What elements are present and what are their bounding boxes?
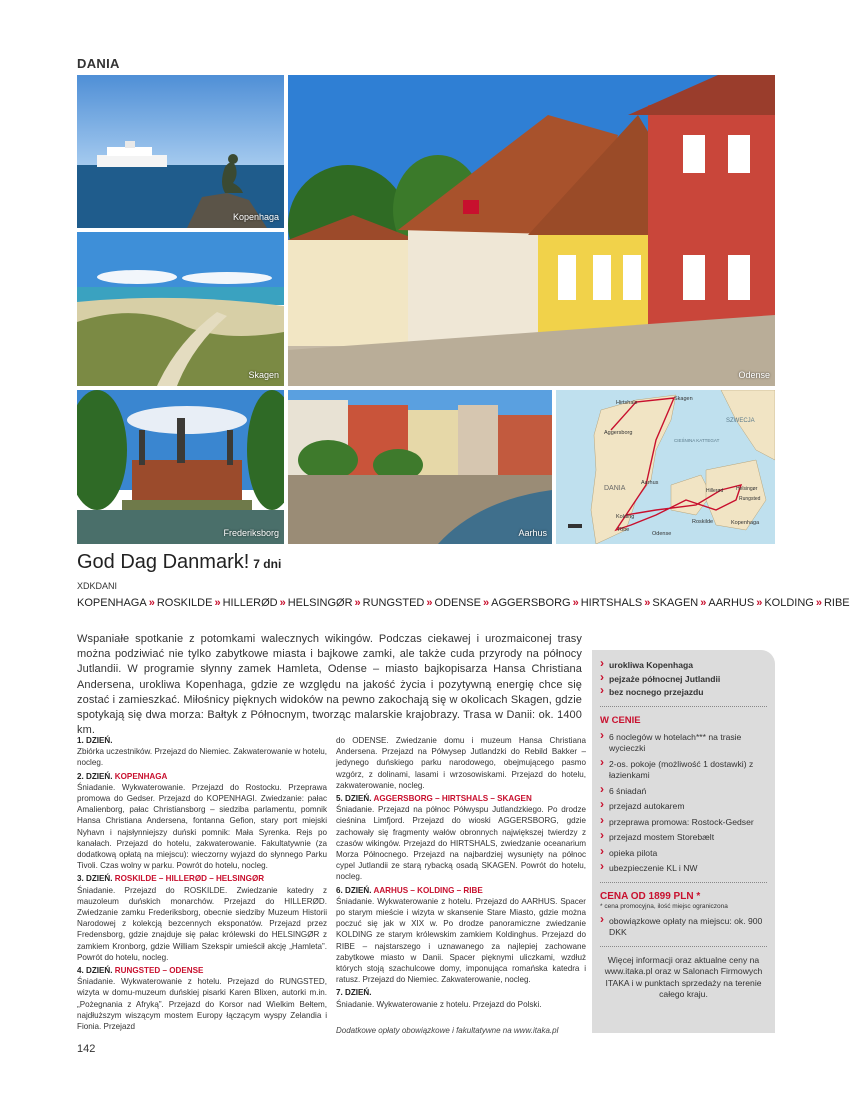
program-day	[77, 965, 327, 1032]
day-destination: ROSKILDE – HILLERØD – HELSINGØR	[114, 874, 265, 884]
photo-caption: Kopenhaga	[232, 212, 279, 222]
map-label: Odense	[652, 531, 672, 537]
trip-title-text: God Dag Danmark!	[77, 551, 250, 573]
country-header: DANIA	[77, 56, 120, 71]
more-info: Więcej informacji oraz aktualne ceny na www.itaka.pl oraz w Salonach Firmowych ITAKA i w punktach sprzedaży na terenie całego kraju.	[604, 954, 763, 999]
program-column-1	[77, 735, 327, 1034]
skagen-dunes-image	[77, 232, 284, 386]
included-heading: W CENIE	[600, 714, 641, 726]
route-separator: »	[815, 597, 822, 609]
route-stop: ODENSE	[434, 597, 481, 609]
route-stop: RUNGSTED	[362, 597, 425, 609]
route-stop: HIRTSHALS	[580, 597, 643, 609]
photo-kopenhaga	[77, 75, 284, 228]
route-stop: HILLERØD	[222, 597, 278, 609]
map-label: DANIA	[604, 485, 626, 492]
route-stop: ROSKILDE	[156, 597, 213, 609]
price: CENA OD 1899 PLN *	[600, 890, 701, 902]
route-stop: AARHUS	[708, 597, 755, 609]
map-label: SZWECJA	[726, 418, 755, 424]
photo-caption: Frederiksborg	[223, 528, 279, 538]
map-label: Rungsted	[739, 496, 761, 502]
day-description: Śniadanie. Wykwaterowanie. Przejazd do Rostocku. Przeprawa promowa do Gedser. Przejazd do KOPENHAGI. Zwiedzanie: pałac Amalienborg, pałac Christiansborg – siedziba parlamentu, pomnik Hansa Christiana Andersena, fontanna Gefion, stary port miejski Nyhavn i najsłynniejszy duński pomnik: Mała Syrenka. Rejs po kanałach. Przejazd do hotelu, zakwaterowanie. Fakultatywnie (za dodatkową opłatą na miejscu): wieczorny wyjazd do słynnego Parku Tivoli. Czas wolny w parku. Powrót do hotelu, nocleg.	[77, 782, 327, 871]
included-item: › 6 noclegów w hotelach*** na trasie wycieczki	[600, 732, 767, 755]
little-mermaid-image	[77, 75, 284, 228]
photo-frederiksborg	[77, 390, 284, 544]
day-description: Śniadanie. Przejazd do ROSKILDE. Zwiedzanie katedry z mauzoleum duńskich monarchów. Przejazd do HILLERØD. Zwiedzanie zamku Frederiksborg, obecnie siedziby Muzeum Historii Narodowej z kolekcją bezcennych eksponatów. Przejazd przez Fredensborg, gdzie znajduje się pałac królewski do HELSINGØR z zamkiem Kronborg, gdzie William Szekspir umieścił akcję „Hamleta”. Powrót do hotelu, nocleg.	[77, 885, 327, 962]
day-heading	[336, 885, 586, 896]
route-stop: KOPENHAGA	[77, 597, 147, 609]
page-number: 142	[77, 1043, 96, 1055]
route-separator: »	[148, 597, 155, 609]
program-day	[336, 987, 586, 1009]
day-number: 3. DZIEŃ.	[77, 874, 113, 884]
route-stop: SKAGEN	[652, 597, 699, 609]
map-label: CIEŚNINA KATTEGAT	[674, 438, 720, 443]
footnote: Dodatkowe opłaty obowiązkowe i fakultatywne na www.itaka.pl	[336, 1026, 559, 1035]
program-day	[336, 885, 586, 986]
day-description: Śniadanie. Przejazd na północ Półwyspu Jutlandzkiego. Po drodze cieśnina Limfjord. Przejazd do wioski AGGERSBORG, gdzie zachowały się fragmenty wałów obronnych największej twierdzy z czasów wikingów. Przejazd do HIRTSHALS, zwiedzanie oceanarium Morza Północnego. Przejazd na najbardziej wysunięty na północ cypel Jutlandii ze starą rybacką osadą SKAGEN. Powrót do hotelu, nocleg.	[336, 805, 586, 882]
trip-code: XDKDANI	[77, 581, 118, 591]
included-item: › przejazd autokarem	[600, 801, 767, 813]
day-description: do ODENSE. Zwiedzanie domu i muzeum Hansa Christiana Andersena. Przejazd na Półwysep Jutlandzki do Rebild Bakker – jedynego duńskiego parku narodowego, obejmującego pasmo wzgórz, z dolinami, lasami i wrzosowiskami. Przejazd do hotelu, zakwaterowanie, nocleg.	[336, 736, 586, 790]
photo-aarhus	[288, 390, 552, 544]
day-number: 5. DZIEŃ.	[336, 794, 372, 804]
route-map	[556, 390, 775, 544]
map-label: Hirtshals	[616, 400, 638, 406]
route-separator: »	[644, 597, 651, 609]
divider	[600, 706, 767, 707]
map-label: Roskilde	[692, 519, 714, 525]
included-item: › przejazd mostem Storebælt	[600, 832, 767, 844]
route-separator: »	[756, 597, 763, 609]
highlight-item: › bez nocnego przejazdu	[600, 687, 767, 699]
route-separator: »	[214, 597, 221, 609]
day-description: Śniadanie. Wykwaterowanie z hotelu. Przejazd do RUNGSTED, wizyta w domu-muzeum duńskiej pisarki Karen Blixen, autorki m.in. „Pożegnania z Afryką”. Przejazd do Korsor nad Wielkim Bełtem, najdłuższym wiszącym mostem Europy łączącym wyspy Zelandia i Fionia. Przejazd	[77, 977, 327, 1032]
trip-intro: Wspaniałe spotkanie z potomkami walecznych wikingów. Podczas ciekawej i urozmaiconej trasy można podziwiać nie tylko zabytkowe miasta i bajkowe zamki, ale także cuda przyrody na północy Jutlandii. W programie słynny zamek Hamleta, Odense – miasto bajkopisarza Hansa Christiana Andersena, urokliwa Kopenhaga, gdzie ze względu na jakość życia i pozytywną energię chce się zostać i zamieszkać. Miłośnicy pięknych widoków na pewno zakochają się w okolicach Skagen, gdzie spotykają się dwa morza: Bałtyk z Północnym, tworząc malarskie krajobrazy. Trasa w Danii: ok. 1400 km.	[77, 633, 582, 737]
highlight-item: › pejzaże północnej Jutlandii	[600, 674, 767, 686]
map-label: Kolding	[616, 514, 635, 520]
included-item: › 6 śniadań	[600, 786, 767, 798]
trip-route	[77, 596, 850, 611]
denmark-map	[556, 390, 775, 544]
route-stop: KOLDING	[764, 597, 814, 609]
trip-duration: 7 dni	[253, 557, 282, 571]
route-separator: »	[279, 597, 286, 609]
day-heading	[77, 873, 327, 884]
photo-caption: Skagen	[248, 370, 279, 380]
included-item: › ubezpieczenie KL i NW	[600, 863, 767, 875]
included-item: › 2-os. pokoje (możliwość 1 dostawki) z łazienkami	[600, 759, 767, 782]
day-destination: KOPENHAGA	[114, 771, 168, 781]
day-destination: RUNGSTED – ODENSE	[114, 966, 204, 976]
map-label: Kopenhaga	[731, 520, 760, 526]
day-number: 7. DZIEŃ.	[336, 988, 372, 998]
map-label: Ribe	[618, 527, 630, 533]
map-label: Helsingør	[736, 486, 758, 492]
divider	[600, 882, 767, 883]
day-heading	[336, 987, 586, 998]
day-number: 2. DZIEŃ.	[77, 771, 113, 781]
day-description: Śniadanie. Wykwaterowanie z hotelu. Przejazd do Polski.	[336, 999, 542, 1009]
program-day	[77, 771, 327, 872]
odense-street-image	[288, 75, 775, 386]
day-heading	[77, 735, 327, 746]
map-label: Skagen	[674, 396, 693, 402]
route-separator: »	[700, 597, 707, 609]
included-item: › opieka pilota	[600, 848, 767, 860]
trip-title	[77, 551, 281, 574]
frederiksborg-castle-image	[77, 390, 284, 544]
day-description: Śniadanie. Wykwaterowanie z hotelu. Przejazd do AARHUS. Spacer po starym mieście i wizyta w skansenie Stare Miasto, gdzie można poczuć się jak w XIX w. Po drodze panoramiczne zwiedzanie KOLDING ze starym królewskim zamkiem Koldinghus. Przejazd do RIBE – najstarszego i uznawanego za najlepiej zachowane zabytkowe miasto w Danii. Spacer pięknymi uliczkami, wzdłuż których stoją szachulcowe domy, imponująca romańska katedra i ratusz. Przejazd do Niemiec. Zakwaterowanie, nocleg.	[336, 896, 586, 985]
fee-note: › obowiązkowe opłaty na miejscu: ok. 900 DKK	[600, 916, 767, 939]
route-separator: »	[482, 597, 490, 609]
photo-odense	[288, 75, 775, 386]
route-separator: »	[572, 597, 579, 609]
program-day	[77, 735, 327, 769]
day-number: 4. DZIEŃ.	[77, 966, 113, 976]
photo-skagen	[77, 232, 284, 386]
program-day	[77, 873, 327, 963]
aarhus-canal-image	[288, 390, 552, 544]
program-day	[336, 793, 586, 883]
route-stop: AGGERSBORG	[491, 597, 571, 609]
program-column-2	[336, 735, 586, 1012]
day-heading	[77, 965, 327, 976]
program-day	[336, 735, 586, 791]
photo-caption: Odense	[738, 370, 770, 380]
map-label: Hillerød	[706, 488, 724, 494]
day-number: 1. DZIEŃ.	[77, 736, 113, 745]
day-number: 6. DZIEŃ.	[336, 885, 372, 895]
included-item: › przeprawa promowa: Rostock-Gedser	[600, 817, 767, 829]
photo-caption: Aarhus	[518, 528, 547, 538]
divider	[600, 946, 767, 947]
route-separator: »	[354, 597, 361, 609]
route-separator: »	[426, 597, 433, 609]
day-destination: AARHUS – KOLDING – RIBE	[373, 885, 483, 895]
map-label: Aarhus	[641, 480, 659, 486]
included-list	[600, 732, 767, 875]
map-label: Aggersborg	[604, 430, 633, 436]
day-heading	[77, 771, 327, 782]
highlight-item: › urokliwa Kopenhaga	[600, 660, 767, 672]
day-description: Zbiórka uczestników. Przejazd do Niemiec. Zakwaterowanie w hotelu, nocleg.	[77, 747, 327, 768]
day-destination: AGGERSBORG – HIRTSHALS – SKAGEN	[373, 794, 532, 804]
route-stop: RIBE	[823, 597, 850, 609]
highlights-list	[600, 660, 767, 699]
info-sidebar	[592, 650, 775, 1033]
route-stop: HELSINGØR	[287, 597, 353, 609]
day-heading	[336, 793, 586, 804]
price-note: * cena promocyjna, ilość miejsc ograniczona	[600, 902, 728, 910]
